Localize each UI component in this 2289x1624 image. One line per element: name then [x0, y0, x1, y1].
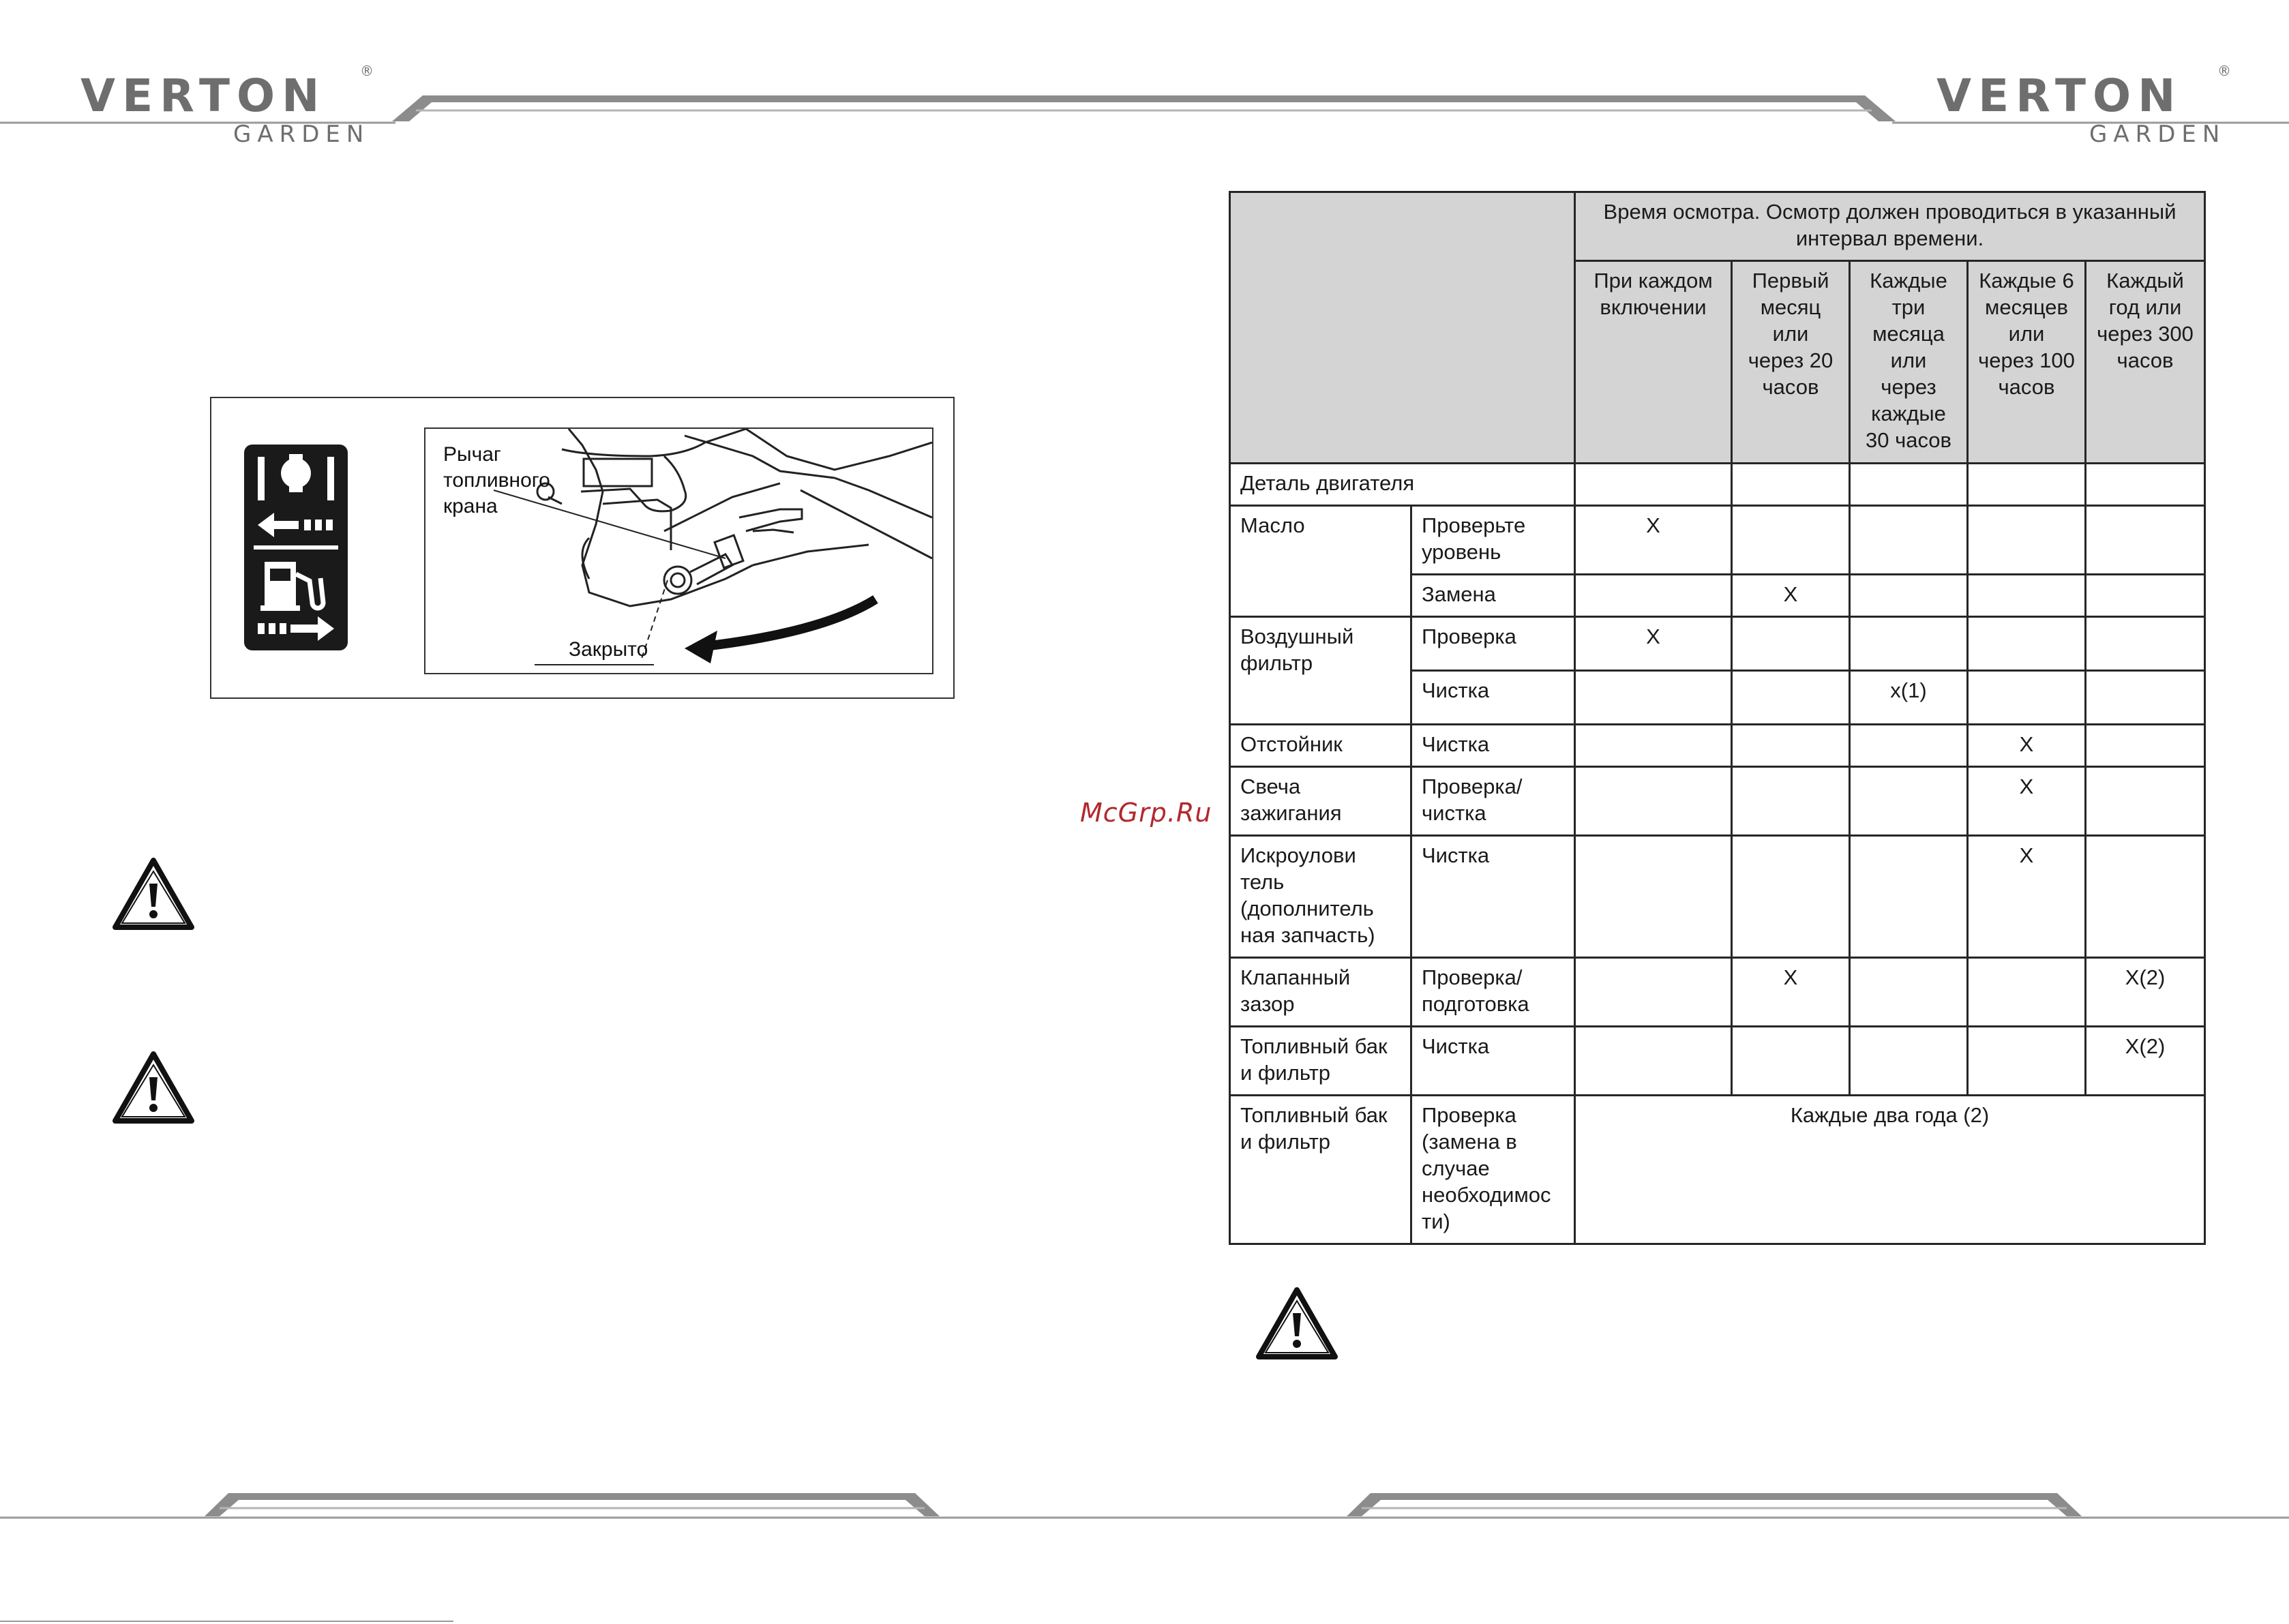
mark-cell	[2086, 725, 2205, 767]
table-row	[1230, 1096, 2205, 1244]
mark-cell	[1968, 671, 2086, 725]
registered-mark-right: ®	[2217, 63, 2231, 79]
mark-cell	[1850, 506, 1968, 575]
part-cell: Искроулови тель (дополнитель ная запчасть)	[1230, 836, 1411, 958]
action-cell: Чистка	[1411, 1027, 1575, 1096]
warning-icon	[111, 1050, 196, 1125]
mark-cell	[1850, 1027, 1968, 1096]
mark-cell	[2086, 671, 2205, 725]
action-cell: Проверка/ подготовка	[1411, 958, 1575, 1027]
mark-cell	[1968, 958, 2086, 1027]
mark-cell: X	[1968, 836, 2086, 958]
part-cell: Клапанный зазор	[1230, 958, 1411, 1027]
table-row	[1230, 725, 2205, 767]
mark-cell	[1732, 767, 1850, 836]
action-cell: Проверка	[1411, 617, 1575, 671]
mark-cell	[2086, 575, 2205, 617]
mark-cell	[1575, 767, 1732, 836]
table-row	[1230, 506, 2205, 575]
action-cell: Чистка	[1411, 836, 1575, 958]
brand-sub-left: GARDEN	[233, 121, 370, 148]
lever-label: Рычаг топливного крана	[443, 443, 550, 517]
table-row	[1230, 617, 2205, 671]
part-cell: Топливный бак и фильтр	[1230, 1096, 1411, 1244]
action-cell: Чистка	[1411, 671, 1575, 725]
mark-cell	[1968, 617, 2086, 671]
mark-cell	[1575, 1027, 1732, 1096]
mark-cell	[1732, 725, 1850, 767]
mark-cell: X	[1968, 767, 2086, 836]
mark-cell: X(2)	[2086, 958, 2205, 1027]
action-cell: Замена	[1411, 575, 1575, 617]
mark-cell	[1968, 575, 2086, 617]
mark-cell	[1850, 725, 1968, 767]
mark-cell: X	[1575, 617, 1732, 671]
mark-cell	[1968, 1027, 2086, 1096]
warning-icon	[1255, 1286, 1339, 1361]
interval-header: Каждые 6 месяцев или через 100 часов	[1968, 261, 2086, 464]
mark-cell	[1732, 506, 1850, 575]
mark-cell	[1968, 506, 2086, 575]
part-cell: Свеча зажигания	[1230, 767, 1411, 836]
maintenance-schedule-table	[1229, 191, 2206, 1245]
interval-header: Каждые три месяца или через каждые 30 часов	[1850, 261, 1968, 464]
inspection-time-header: Время осмотра. Осмотр должен проводиться в указанный интервал времени.	[1575, 192, 2205, 261]
mark-cell	[2086, 836, 2205, 958]
fuel-valve-panel-icon	[244, 445, 348, 650]
mark-cell	[1732, 671, 1850, 725]
mark-cell	[1575, 575, 1732, 617]
mark-cell: X(2)	[2086, 1027, 2205, 1096]
mark-cell	[1850, 958, 1968, 1027]
interval-header: При каждом включении	[1575, 261, 1732, 464]
action-cell: Чистка	[1411, 725, 1575, 767]
table-cell	[1968, 464, 2086, 506]
mark-cell	[2086, 506, 2205, 575]
interval-header: Каждый год или через 300 часов	[2086, 261, 2205, 464]
mark-cell: x(1)	[1850, 671, 1968, 725]
mark-cell: X	[1968, 725, 2086, 767]
mark-cell	[1850, 617, 1968, 671]
table-cell	[1575, 464, 1732, 506]
table-row	[1230, 1027, 2205, 1096]
mark-cell	[1850, 575, 1968, 617]
mark-cell	[1575, 725, 1732, 767]
merged-interval-cell: Каждые два года (2)	[1575, 1096, 2205, 1244]
part-cell: Масло	[1230, 506, 1411, 617]
watermark: McGrp.Ru	[1080, 798, 1212, 828]
interval-header: Первый месяц или через 20 часов	[1732, 261, 1850, 464]
brand-sub-right: GARDEN	[2089, 121, 2226, 148]
mark-cell	[1850, 836, 1968, 958]
table-cell	[1732, 464, 1850, 506]
mark-cell	[2086, 617, 2205, 671]
table-cell	[2086, 464, 2205, 506]
table-row	[1230, 958, 2205, 1027]
table-cell	[1850, 464, 1968, 506]
mark-cell	[2086, 767, 2205, 836]
mark-cell	[1575, 836, 1732, 958]
part-cell: Отстойник	[1230, 725, 1411, 767]
table-corner-cell	[1230, 192, 1575, 464]
mark-cell	[1575, 671, 1732, 725]
action-cell: Проверка (замена в случае необходимос ти)	[1411, 1096, 1575, 1244]
registered-mark-left: ®	[360, 63, 374, 79]
brand-logo-left: VERTON	[80, 70, 327, 122]
part-cell: Воздушный фильтр	[1230, 617, 1411, 725]
closed-label: Закрыто	[569, 638, 648, 661]
table-row	[1230, 767, 2205, 836]
action-cell: Проверьте уровень	[1411, 506, 1575, 575]
mark-cell	[1732, 1027, 1850, 1096]
mark-cell	[1850, 767, 1968, 836]
mark-cell: X	[1732, 958, 1850, 1027]
action-cell: Проверка/ чистка	[1411, 767, 1575, 836]
warning-icon	[111, 856, 196, 931]
table-row	[1230, 836, 2205, 958]
brand-logo-right: VERTON	[1936, 70, 2183, 122]
mark-cell: X	[1732, 575, 1850, 617]
part-cell: Топливный бак и фильтр	[1230, 1027, 1411, 1096]
mark-cell: X	[1575, 506, 1732, 575]
mark-cell	[1732, 836, 1850, 958]
mark-cell	[1732, 617, 1850, 671]
mark-cell	[1575, 958, 1732, 1027]
engine-part-label: Деталь двигателя	[1230, 464, 1575, 506]
